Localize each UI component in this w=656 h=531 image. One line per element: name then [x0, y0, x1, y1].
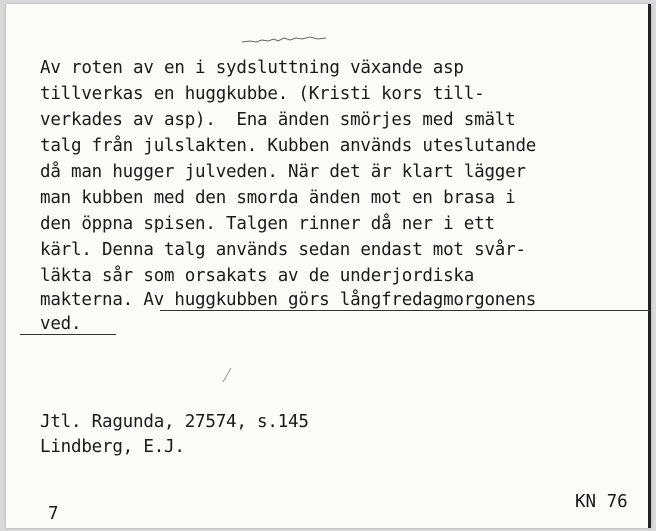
pencil-scribble-mark [240, 35, 330, 45]
text-line-1: Av roten av en i sydsluttning växande asp [40, 58, 464, 78]
text-line-10: makterna. Av huggkubben görs långfredagmorgonens [40, 290, 537, 310]
text-line-4: talg från julslakten. Kubben används uteslutande [40, 136, 537, 156]
source-reference: Jtl. Ragunda, 27574, s.145 [40, 412, 309, 432]
archive-code: KN 76 [575, 492, 628, 512]
informant-name: Lindberg, E.J. [40, 437, 185, 457]
page-number: 7 [48, 504, 59, 524]
underline-long [160, 310, 650, 311]
underline-short [20, 334, 116, 335]
text-line-2: tillverkas en huggkubbe. (Kristi kors till- [40, 84, 485, 104]
text-line-6: man kubben med den smorda änden mot en brasa i [40, 188, 516, 208]
text-line-11: ved. [40, 314, 82, 334]
text-line-7: den öppna spisen. Talgen rinner då ner i ett [40, 214, 495, 234]
stray-pencil-mark [221, 367, 233, 383]
text-line-8: kärl. Denna talg används sedan endast mot svår- [40, 240, 526, 260]
text-line-3: verkades av asp). Ena änden smörjes med smält [40, 110, 516, 130]
text-line-9: läkta sår som orsakats av de underjordiska [40, 266, 475, 286]
text-line-5: då man hugger julveden. När det är klart lägger [40, 162, 526, 182]
